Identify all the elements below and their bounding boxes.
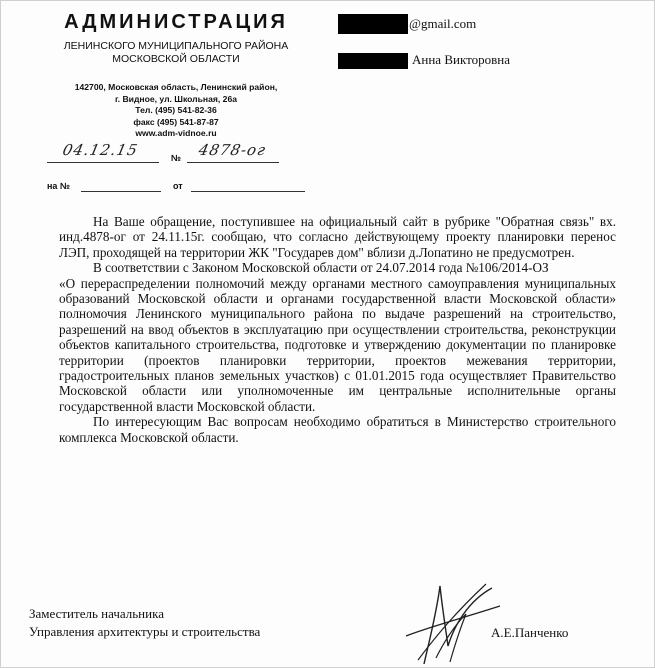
phone-line: Тел. (495) 541-82-36 [135, 105, 217, 115]
letter-body [59, 214, 616, 445]
org-subtitle-line-1: ЛЕНИНСКОГО МУНИЦИПАЛЬНОГО РАЙОНА [63, 40, 289, 52]
address-line: г. Видное, ул. Школьная, 26а [114, 93, 238, 104]
ref-number-label: на № [47, 181, 70, 191]
signatory-position-line-2: Управления архитектуры и строительства [29, 624, 261, 639]
website-line: www.adm-vidnoe.ru [135, 128, 217, 138]
ref-date-label: от [173, 181, 183, 191]
redacted-email-user [338, 14, 408, 34]
body-paragraph-3: По интересующим Вас вопросам необходимо обратиться в Министерство строительного комплекса Московской области. [59, 414, 616, 445]
org-subtitle [41, 40, 311, 66]
signatory-position [29, 605, 260, 641]
ref-date-line [191, 177, 305, 192]
signatory-position-line-1: Заместитель начальника [29, 606, 164, 621]
ref-number-line [81, 177, 161, 192]
body-paragraph-1: На Ваше обращение, поступившее на официальный сайт в рубрике "Обратная связь" вх. инд.4878-ог от 24.11.15г. сообщаю, что согласно действующему проекту планировки перенос ЛЭП, проходящей на территории ЖК "Государев дом" вблизи д.Лопатино не предусмотрен. [59, 214, 616, 260]
address-line: 142700, Московская область, Ленинский район, [74, 82, 278, 92]
body-paragraph-2: «О перераспределении полномочий между органами местного самоуправления муниципальных образований Московской области и органами государственной власти Московской области» полномочия Ленинского муниципального района по выдаче разрешений на строительство, разрешений на ввод объектов в эксплуатацию при осуществлении строительства, реконструкции объектов капитального строительства, подготовке и утверждению документации по планировке территории (проектов планировки территории, проектов межевания территории, градостроительных планов земельных участков) с 01.01.2015 года осуществляет Правительство Московской области или уполномоченные им центральные исполнительные органы государственной власти Московской области. [59, 275, 616, 414]
fax-line: факс (495) 541-87-87 [133, 116, 219, 127]
handwritten-signature [396, 576, 506, 668]
body-paragraph-2-first-line: В соответствии с Законом Московской области от 24.07.2014 года №106/2014-ОЗ [93, 260, 549, 276]
handwritten-number: 4878-ог [197, 141, 268, 159]
signatory-name: А.Е.Панченко [491, 625, 569, 640]
handwritten-date: 04.12.15 [61, 141, 140, 159]
org-subtitle-line-2: МОСКОВСКОЙ ОБЛАСТИ [112, 53, 240, 65]
recipient-email: @gmail.com [409, 16, 477, 31]
redacted-surname [338, 53, 408, 69]
number-sign: № [171, 153, 182, 163]
org-title: АДМИНИСТРАЦИЯ [64, 11, 288, 33]
recipient-name: Анна Викторовна [412, 52, 510, 67]
org-address-block [61, 82, 291, 140]
